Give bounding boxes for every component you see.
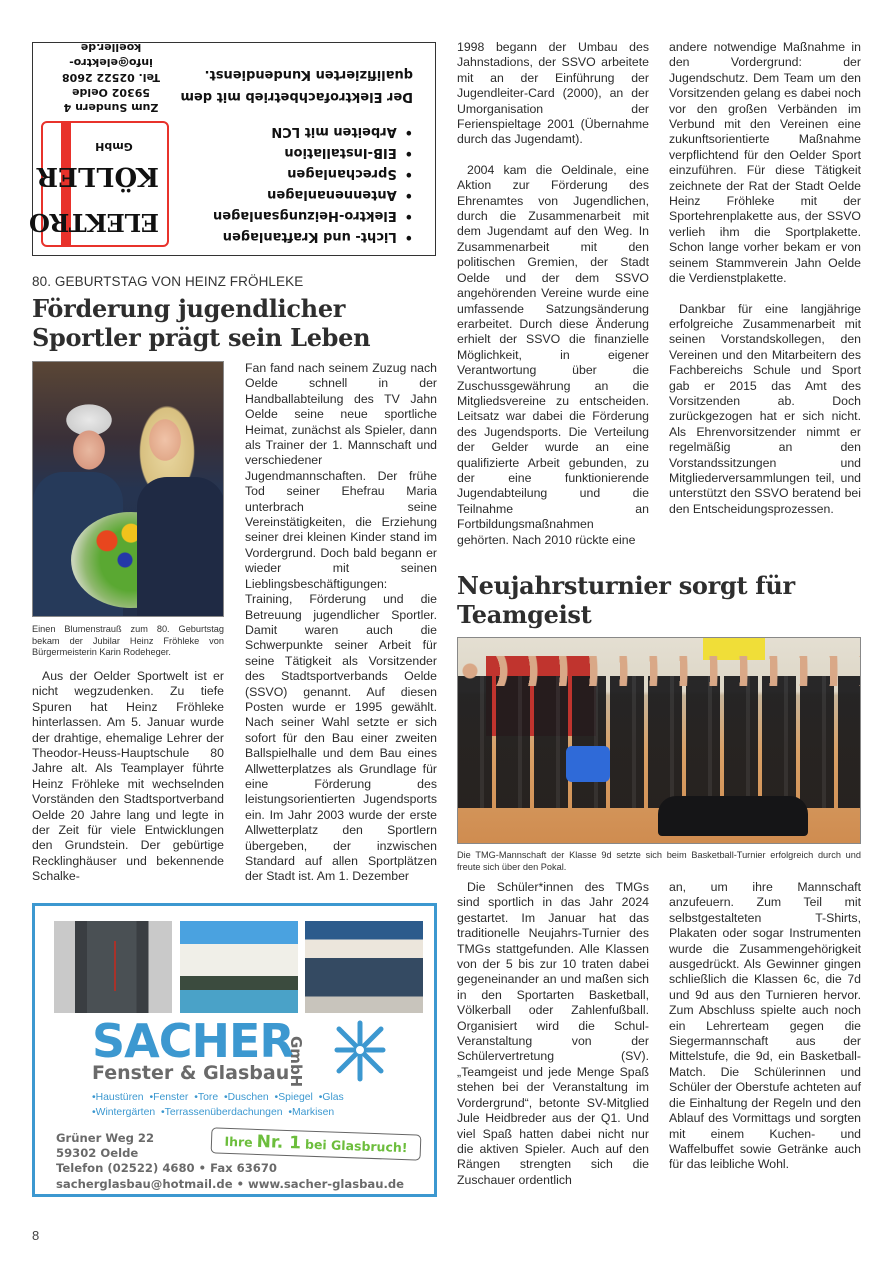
address-city: 59302 Oelde — [72, 86, 151, 99]
tools-emblem-icon — [333, 1019, 387, 1085]
paragraph: Fan fand nach seinem Zuzug nach Oelde schnell in der Handballabteilung des TV Jahn Oelde seine neue sportliche Heimat, zunächst als Spieler, dann als Trainer der 1. Mannschaft und verschiedener Jugendmannschaften. Der frühe Tod seiner Ehefrau Maria unterbrach seine Vereinstätigkeiten, die Erziehung seiner drei kleinen Kinder stand im Vordergrund. Doch bald begann er wieder mit seinen Lieblingsbeschäftigungen: Training, Förderung und die Betreuung jugendlicher Sportler. Damit waren auch die Schwerpunkte seiner Arbeit für seine Tätigkeit als Vorsitzender des Stadtsportverbands Oelde (SSVO) genannt. Auf diesen Posten wurde er 1995 gewählt. Nach seiner Wahl setzte er sich sofort für den Bau einer zweiten Ballspielhalle und dem Bau eines Allwetterplatzes als Grundlage für eine Förderung des leistungsorientierten Jugendsports ein. Im Jahr 2003 wurde der erste Allwetterplatz den Sportlern übergeben, der inzwischen Standard auf allen Sportplätzen der Stadt ist. Am 1. Dezember — [245, 361, 437, 884]
photo-caption: Die TMG-Mannschaft der Klasse 9d setzte sich beim Basketball-Turnier erfolgreich durch und freute sich über den Pokal. — [457, 850, 861, 872]
service-item: • Wintergärten — [92, 1107, 155, 1118]
badge-pre: Ihre — [224, 1133, 253, 1150]
koeller-services-list — [163, 121, 413, 247]
address-email: info@elektro-koeller.de — [69, 41, 153, 69]
service-item: • Tore — [194, 1092, 218, 1103]
sacher-services — [92, 1090, 392, 1120]
service-item: • Spiegel — [275, 1092, 313, 1103]
service-item: • Elektro-Heizungsanlagen — [163, 205, 413, 226]
services-line-2 — [92, 1105, 392, 1120]
sitting-player-image — [658, 796, 808, 836]
paragraph: Aus der Oelder Sportwelt ist er nicht wegzudenken. Zu tiefe Spuren hat Heinz Fröhleke hinterlassen. Am 5. Januar wurde der drahtige, ehemalige Lehrer der Theodor-Heuss-Hauptschule 80 Jahre alt. Als Teamplayer führte Heinz Fröhleke mit wechselnden Vorständen den Stadtsportverband Oelde 20 Jahre lang und legte in der Zeit für viele Entwicklungen den Grundstein. Der gebürtige Recklinghäuser und bekennende Schalke- — [32, 669, 224, 884]
paragraph: Die Schüler*innen des TMGs sind sportlich in das Jahr 2024 gestartet. Im Januar hat das traditionelle Neujahrs-Turnier des TMGs stattgefunden. Alle Klassen von der 5 bis zur 10 traten dabei gegeneinander an und maßen sich in den Sportarten Basketball, Völkerball oder Zahlenfußball. Organisiert wird die Schul-Veranstaltung von der Schülervertretung (SV). „Teamgeist und jede Menge Spaß stehen bei der Veranstaltung im Vordergrund“, betonte SV-Mitglied Jule Heidbreder aus der Q1. Und viel Spaß hatten dabei nicht nur die aktiven Spieler. Auch auf den Rängen strengten sich die Zuschauer ordentlich — [457, 880, 649, 1187]
service-item: • Arbeiten mit LCN — [163, 121, 413, 142]
sacher-gmbh: GmbH — [287, 1036, 305, 1088]
badge-number: Nr. 1 — [256, 1131, 302, 1154]
article-kicker: 80. GEBURTSTAG VON HEINZ FRÖHLEKE — [32, 274, 304, 289]
flower-bouquet-image — [71, 512, 191, 608]
service-item: • EIB-Installation — [163, 142, 413, 163]
koeller-ad-rotated-content — [29, 41, 435, 255]
article-2-column-1 — [457, 880, 649, 1188]
contact-city: 59302 Oelde — [56, 1146, 139, 1161]
contact-web: sacherglasbau@hotmail.de • www.sacher-glasbau.de — [56, 1176, 405, 1191]
logo-word-koeller: KÖLLER — [36, 161, 159, 191]
photo-caption: Einen Blumenstrauß zum 80. Geburtstag bekam der Jubilar Heinz Fröhleke von Bürgermeisterin Karin Rodeheger. — [32, 624, 224, 657]
contact-phone: Telefon (02522) 4680 • Fax 63670 — [56, 1161, 277, 1176]
paragraph: 1998 begann der Umbau des Jahnstadions, der SSVO arbeitete mit an der Einführung der Jugendleiter-Card (2000), an der Umorganisation der Ferienspieltage 2001 (Übernahme durch das Jugendamt). — [457, 40, 649, 147]
koeller-slogan — [153, 63, 413, 107]
sacher-brand-name: SACHER — [92, 1014, 294, 1068]
service-item: • Licht- und Kraftanlagen — [163, 226, 413, 247]
paragraph: Dankbar für eine langjährige erfolgreiche Zusammenarbeit mit seinen Vorstandskollegen, den Vereinen und den Mitarbeitern des Fachbereichs Schule und Sport gab er 2015 das Amt des Vorsitzenden ab. Doch zurückgezogen hat er sich nicht. Als Ehrenvorsitzender nimmt er regelmäßig an den Vorstandssitzungen und Mitgliederversammlungen teil, und unterstützt den SSVO beratend bei den Entscheidungsprozessen. — [669, 301, 861, 516]
article-headline: Neujahrsturnier sorgt für Teamgeist — [457, 571, 795, 629]
logo-gmbh: GmbH — [95, 140, 133, 153]
service-item: • Haustüren — [92, 1092, 144, 1103]
contact-street: Grüner Weg 22 — [56, 1131, 155, 1145]
team-heads-image — [458, 656, 861, 686]
service-item: • Antennenanlagen — [163, 184, 413, 205]
sacher-glasbau-ad — [32, 903, 437, 1197]
badge-post: bei Glasbruch! — [304, 1136, 408, 1155]
service-item: • Sprechanlagen — [163, 163, 413, 184]
front-door-image — [54, 921, 172, 1013]
article-1-column-4 — [669, 40, 861, 517]
service-item: • Terrassenüberdachungen — [161, 1107, 282, 1118]
slogan-line: qualifizierten Kundendienst. — [204, 67, 413, 82]
service-item: • Duschen — [224, 1092, 269, 1103]
address-street: Zum Sundern 4 — [63, 101, 159, 114]
paragraph: 2004 kam die Oeldinale, eine Aktion zur Förderung des Ehrenamtes von Jugendlichen, durch die Zusammenarbeit mit dem Jugendamt auf den Weg. In Zusammenarbeit mit den politischen Gremien, der Stadt Oelde und der dem SSVO angehörenden Vereine wurde eine umfassende Satzungsänderung erarbeitet. Durch diese Änderung erhielt der SSVO die finanzielle Möglichkeit, in eigener Verantwortung über die Zuschussgewährung an die Mitgliedsvereine zu entscheiden. Leitsatz war dabei die Förderung des Jugendsports. Die Verteilung der Gelder wurde an eine qualifizierte Arbeit gebunden, zu der eine funktionierende Jugendabteilung und die Teilnahme an Fortbildungsmaßnahmen gehörten. Nach 2010 rückte eine — [457, 162, 649, 547]
terrace-roof-image — [180, 921, 298, 1013]
service-item: • Markisen — [288, 1107, 334, 1118]
article-2-column-2 — [669, 880, 861, 1173]
koeller-logo — [29, 121, 169, 247]
portrait-photo — [32, 361, 224, 617]
koeller-elektro-ad — [29, 41, 436, 256]
article-headline: Förderung jugendlicher Sportler prägt sein Leben — [32, 294, 371, 352]
article-1-column-3 — [457, 40, 649, 548]
article-1-column-1 — [32, 669, 224, 885]
sacher-subtitle: Fenster & Glasbau — [92, 1062, 290, 1084]
paragraph: andere notwendige Maßnahme in den Vordergrund: der Jugendschutz. Dem Team um den Vorsitzenden gelang es dabei noch vor den großen Verbänden im Verbund mit den Vereinen eine zukunftsorientierte Maßnahme verpflichtend für den Oelder Sport einzuführen. Für diese Tätigkeit zeichnete der Rat der Stadt Oelde Heinz Fröhleke mit der Sportehrenplakette aus, der SSVO verlieh ihm die Sportplakette. Schon lange vorher bekam er von seinem Stammverein Jahn Oelde die Verdienstplakette. — [669, 40, 861, 286]
page-number: 8 — [32, 1228, 40, 1243]
garage-door-image — [305, 921, 423, 1013]
team-photo — [457, 637, 861, 844]
services-line-1 — [92, 1090, 392, 1105]
logo-word-elektro: ELEKTRO — [29, 208, 159, 237]
service-item: • Glas — [319, 1092, 344, 1103]
sacher-contact — [56, 1131, 404, 1192]
paragraph: an, um ihre Mannschaft anzufeuern. Zum Teil mit selbstgestalteten T-Shirts, Plakaten oder sogar Instrumenten wurde die Zusammengehörigkeit ausgedrückt. Als Gewinner gingen schließlich die Klassen 6c, die 7d und 9d aus den Turnieren hervor. Zum Abschluss spielte auch noch ein Lehrerteam gegen die Siegermannschaft aus der Mittelstufe, die 9d, ein Basketball-Match. Die Schülerinnen und Schüler der Oberstufe achteten auf die Einhaltung der Regeln und den Ablauf des Vormittags und sorgten mit einem Kuchen- und Waffelbuffet sowie Getränke auch für das leibliche Wohl. — [669, 880, 861, 1172]
address-phone: Tel. 02522 2608 — [62, 71, 160, 84]
article-1-column-2 — [245, 361, 437, 885]
kneeling-player-image — [566, 746, 610, 782]
service-item: • Fenster — [149, 1092, 188, 1103]
slogan-line: Der Elektrofachbetrieb mit dem — [180, 89, 413, 104]
